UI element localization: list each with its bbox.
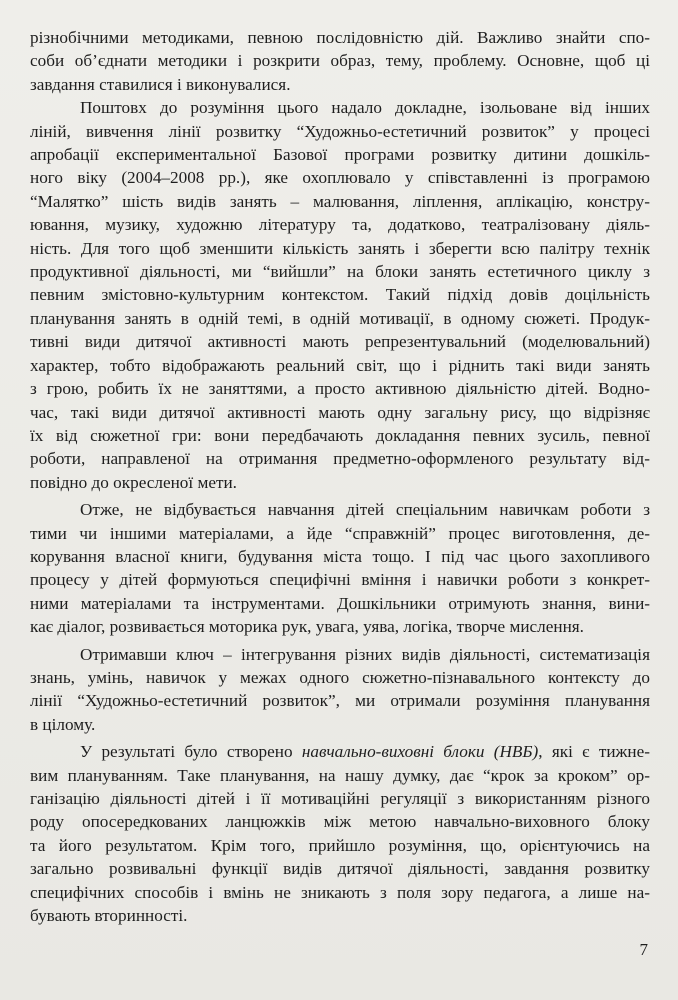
text-line: роду опосередкованих ланцюжків між метою навчально-виховного блоку (30, 812, 650, 832)
text-line: їх від сюжетної гри: вони передбачають докладання певних зусиль, певної (30, 425, 650, 445)
text-run: , які є тижне- (538, 742, 650, 762)
text-line: в цілому. (30, 714, 96, 734)
text-line: тими чи іншими матеріалами, а йде “справжній” процес виготовлення, де- (30, 523, 650, 543)
paragraph-start: Отже, не відбувається навчання дітей спеціальним навичкам роботи з (80, 500, 650, 520)
text-line: процесу у дітей формуються специфічні вміння і навички роботи з конкрет- (30, 570, 650, 590)
page-number: 7 (639, 940, 648, 959)
text-line: бувають вторинності. (30, 906, 188, 926)
text-line: вим плануванням. Таке планування, на нашу думку, дає “крок за кроком” ор- (30, 765, 650, 785)
text-line: загально розвивальні функції видів дитячої діяльності, завдання розвитку (30, 859, 650, 879)
text-line: знань, умінь, навичок у межах одного сюжетно-пізнавального контексту до (30, 667, 650, 687)
paragraph-start (30, 740, 650, 763)
text-line: час, такі види дитячої активності мають одну загальну рису, що відрізняє (30, 402, 650, 422)
text-line: ність. Для того щоб зменшити кількість занять і зберегти всю палітру технік (30, 238, 650, 258)
body-text (30, 26, 650, 927)
text-line: ліній, вивчення лінії розвитку “Художньо-естетичний розвиток” у процесі (30, 121, 650, 141)
text-line: планування занять в одній темі, в одній мотивації, в одному сюжеті. Продук- (30, 308, 650, 328)
text-line: апробації експериментальної Базової програми розвитку дитини дошкіль- (30, 145, 650, 165)
text-line: ними матеріалами та інструментами. Дошкільники отримують знання, вини- (30, 593, 650, 613)
text-line: повідно до окресленої мети. (30, 472, 237, 492)
text-line: соби об’єднати методики і розкрити образ, тему, проблему. Основне, щоб ці (30, 51, 650, 71)
text-line: кає діалог, розвивається моторика рук, увага, уява, логіка, творче мислення. (30, 617, 584, 637)
text-line: ного віку (2004–2008 рр.), яке охоплювало у співставленні із програмою (30, 168, 650, 188)
text-line: характер, тобто відображають реальний світ, що і ріднить такі види занять (30, 355, 650, 375)
text-line: тивні види дитячої активності мають репрезентувальний (моделювальний) (30, 332, 650, 352)
text-line: корування власної книги, будування міста тощо. І під час цього захопливого (30, 546, 650, 566)
text-line: різнобічними методиками, певною послідовністю дій. Важливо знайти спо- (30, 28, 650, 47)
text-line: роботи, направленої на отримання предметно-оформленого результату від- (30, 449, 650, 469)
text-line: специфічних способів і вмінь не зникають з поля зору педагога, а лише на- (30, 882, 650, 902)
text-run: У результаті було створено (80, 742, 302, 762)
text-line: продуктивної діяльності, ми “вийшли” на блоки занять естетичного циклу з (30, 262, 650, 282)
text-line: ювання, музику, художню літературу та, додатково, театралізовану діяль- (30, 215, 650, 235)
text-line: “Малятко” шість видів занять – малювання, ліплення, аплікацію, констру- (30, 191, 650, 211)
text-line: та його результатом. Крім того, прийшло розуміння, що, орієнтуючись на (30, 835, 650, 855)
text-line: з грою, робить їх не заняттями, а просто активною діяльністю дітей. Водно- (30, 379, 650, 399)
italic-term: навчально-виховні блоки (НВБ) (301, 742, 539, 762)
paragraph-start: Поштовх до розуміння цього надало докладне, ізольоване від інших (80, 98, 650, 118)
text-line: ганізацію діяльності дітей і її мотиваційні регуляції з використанням різного (30, 789, 650, 808)
text-line: певним змістовно-культурним контекстом. Такий підхід довів доцільність (30, 285, 650, 305)
paragraph-start: Отримавши ключ – інтегрування різних видів діяльності, систематизація (80, 644, 650, 664)
text-line: лінії “Художньо-естетичний розвиток”, ми отримали розуміння планування (30, 691, 650, 711)
text-line: завдання ставилися і виконувалися. (30, 74, 291, 94)
